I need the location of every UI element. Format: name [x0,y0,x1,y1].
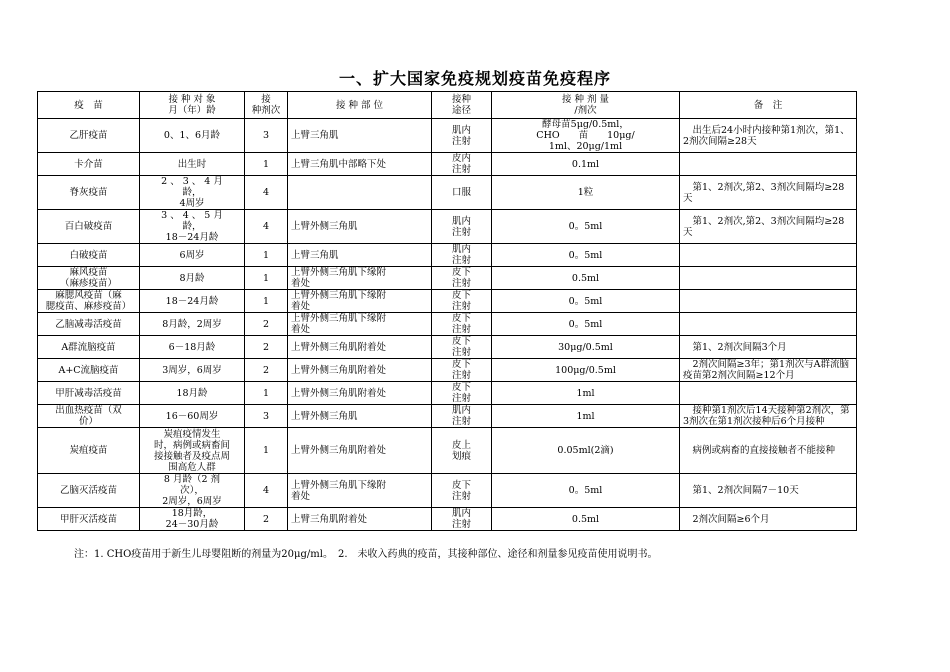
cell-route: 皮下 注射 [432,267,492,290]
cell-doses: 1 [245,290,288,313]
cell-age: 16－60周岁 [140,405,245,428]
cell-remark [680,382,857,405]
cell-site: 上臂外侧三角肌附着处 [288,336,432,359]
cell-vaccine: 白破疫苗 [38,244,140,267]
cell-site: 上臂外侧三角肌附着处 [288,428,432,474]
cell-remark: 接种第1剂次后14天接种第2剂次，第3剂次在第1剂次接种后6个月接种 [680,405,857,428]
cell-remark [680,313,857,336]
cell-doses: 1 [245,153,288,176]
cell-dose: 0。5ml [492,244,680,267]
table-row [38,428,857,474]
cell-remark: 第1、2剂次,第2、3剂次间隔均≥28天 [680,176,857,210]
cell-vaccine: 卡介苗 [38,153,140,176]
cell-vaccine: 百白破疫苗 [38,210,140,244]
cell-route: 皮下 注射 [432,474,492,508]
cell-remark [680,153,857,176]
cell-remark: 病例或病畜的直接接触者不能接种 [680,428,857,474]
cell-age: 0、1、6月龄 [140,119,245,153]
cell-remark [680,267,857,290]
cell-route: 皮下 注射 [432,359,492,382]
cell-doses: 1 [245,244,288,267]
header-doses: 接 种剂次 [245,92,288,119]
cell-site: 上臂三角肌 [288,244,432,267]
table-row [38,176,857,210]
cell-doses: 2 [245,508,288,531]
cell-doses: 3 [245,405,288,428]
cell-route: 肌内 注射 [432,244,492,267]
cell-vaccine: 甲肝减毒活疫苗 [38,382,140,405]
cell-route: 皮内 注射 [432,153,492,176]
cell-dose: 100μg/0.5ml [492,359,680,382]
cell-site: 上臂外侧三角肌下缘附 着处 [288,290,432,313]
cell-dose: 0。5ml [492,290,680,313]
cell-dose: 0。5ml [492,313,680,336]
cell-site: 上臂三角肌附着处 [288,508,432,531]
cell-age: 18月龄 [140,382,245,405]
cell-site: 上臂外侧三角肌下缘附 着处 [288,474,432,508]
cell-remark [680,290,857,313]
cell-site: 上臂三角肌中部略下处 [288,153,432,176]
cell-route: 皮下 注射 [432,382,492,405]
footnote: 注：1. CHO疫苗用于新生儿母婴阻断的剂量为20μg/ml。 2. 未收入药典的疫苗，其接种部位、途径和剂量参见疫苗使用说明书。 [74,549,658,560]
header-route: 接种 途径 [432,92,492,119]
cell-site: 上臂三角肌 [288,119,432,153]
cell-site: 上臂外侧三角肌 [288,210,432,244]
cell-age: 3 、 4 、 5 月 龄， 18－24月龄 [140,210,245,244]
cell-age: 18月龄， 24－30月龄 [140,508,245,531]
cell-vaccine: 炭疽疫苗 [38,428,140,474]
cell-route: 皮下 注射 [432,290,492,313]
cell-doses: 1 [245,382,288,405]
cell-age: 8月龄，2周岁 [140,313,245,336]
cell-vaccine: 脊灰疫苗 [38,176,140,210]
cell-dose: 0.1ml [492,153,680,176]
cell-doses: 2 [245,313,288,336]
cell-dose: 0。5ml [492,474,680,508]
table-row [38,405,857,428]
cell-remark [680,244,857,267]
cell-doses: 4 [245,176,288,210]
header-vaccine: 疫 苗 [38,92,140,119]
cell-age: 出生时 [140,153,245,176]
cell-vaccine: 乙脑灭活疫苗 [38,474,140,508]
table-row [38,119,857,153]
cell-vaccine: 出血热疫苗（双 价） [38,405,140,428]
cell-vaccine: 乙脑减毒活疫苗 [38,313,140,336]
cell-dose: 0.5ml [492,508,680,531]
cell-site: 上臂外侧三角肌 [288,405,432,428]
cell-doses: 1 [245,428,288,474]
cell-doses: 4 [245,474,288,508]
table-row [38,210,857,244]
cell-site: 上臂外侧三角肌下缘附 着处 [288,267,432,290]
cell-doses: 2 [245,359,288,382]
cell-dose: 0.05ml(2滴) [492,428,680,474]
cell-vaccine: 麻风疫苗 （麻疹疫苗） [38,267,140,290]
cell-remark: 2剂次间隔≥6个月 [680,508,857,531]
cell-vaccine: 麻腮风疫苗（麻 腮疫苗、麻疹疫苗） [38,290,140,313]
cell-dose: 0。5ml [492,210,680,244]
cell-route: 皮上 划痕 [432,428,492,474]
cell-vaccine: 乙肝疫苗 [38,119,140,153]
header-dose: 接 种 剂 量 /剂次 [492,92,680,119]
cell-dose: 酵母苗5μg/0.5ml， CHO 苗 10μg/ 1ml、20μg/1ml [492,119,680,153]
cell-remark: 第1、2剂次间隔3个月 [680,336,857,359]
table-row [38,508,857,531]
cell-age: 18－24月龄 [140,290,245,313]
table-row [38,290,857,313]
cell-age: 2 、 3 、 4 月 龄， 4周岁 [140,176,245,210]
cell-doses: 1 [245,267,288,290]
cell-dose: 30μg/0.5ml [492,336,680,359]
cell-age: 6－18月龄 [140,336,245,359]
cell-dose: 1ml [492,405,680,428]
table-row [38,313,857,336]
table-row [38,336,857,359]
cell-remark: 2剂次间隔≥3年；第1剂次与A群流脑疫苗第2剂次间隔≥12个月 [680,359,857,382]
cell-age: 8 月龄（2 剂 次）， 2周岁，6周岁 [140,474,245,508]
cell-remark: 出生后24小时内接种第1剂次，第1、2剂次间隔≥28天 [680,119,857,153]
cell-route: 皮下 注射 [432,336,492,359]
cell-age: 6周岁 [140,244,245,267]
cell-doses: 3 [245,119,288,153]
cell-doses: 2 [245,336,288,359]
cell-route: 肌内 注射 [432,405,492,428]
table-row [38,153,857,176]
table-row [38,359,857,382]
cell-site: 上臂外侧三角肌附着处 [288,382,432,405]
cell-route: 皮下 注射 [432,313,492,336]
cell-vaccine: A+C流脑疫苗 [38,359,140,382]
cell-dose: 1ml [492,382,680,405]
header-remark: 备 注 [680,92,857,119]
cell-age: 炭疽疫情发生 时，病例或病畜间 接接触者及疫点周 围高危人群 [140,428,245,474]
table-row [38,244,857,267]
table-header-row [38,92,857,119]
cell-route: 口服 [432,176,492,210]
header-age: 接 种 对 象 月（年）龄 [140,92,245,119]
cell-remark: 第1、2剂次,第2、3剂次间隔均≥28天 [680,210,857,244]
cell-dose: 0.5ml [492,267,680,290]
cell-site [288,176,432,210]
cell-doses: 4 [245,210,288,244]
cell-route: 肌内 注射 [432,119,492,153]
cell-age: 3周岁，6周岁 [140,359,245,382]
page-title: 一、扩大国家免疫规划疫苗免疫程序 [338,69,611,88]
cell-site: 上臂外侧三角肌下缘附 着处 [288,313,432,336]
table-row [38,382,857,405]
cell-remark: 第1、2剂次间隔7－10天 [680,474,857,508]
cell-age: 8月龄 [140,267,245,290]
cell-vaccine: 甲肝灭活疫苗 [38,508,140,531]
cell-site: 上臂外侧三角肌附着处 [288,359,432,382]
immunization-schedule-table [37,91,857,531]
table-row [38,474,857,508]
cell-route: 肌内 注射 [432,508,492,531]
cell-route: 肌内 注射 [432,210,492,244]
cell-vaccine: A群流脑疫苗 [38,336,140,359]
table-row [38,267,857,290]
header-site: 接 种 部 位 [288,92,432,119]
cell-dose: 1粒 [492,176,680,210]
